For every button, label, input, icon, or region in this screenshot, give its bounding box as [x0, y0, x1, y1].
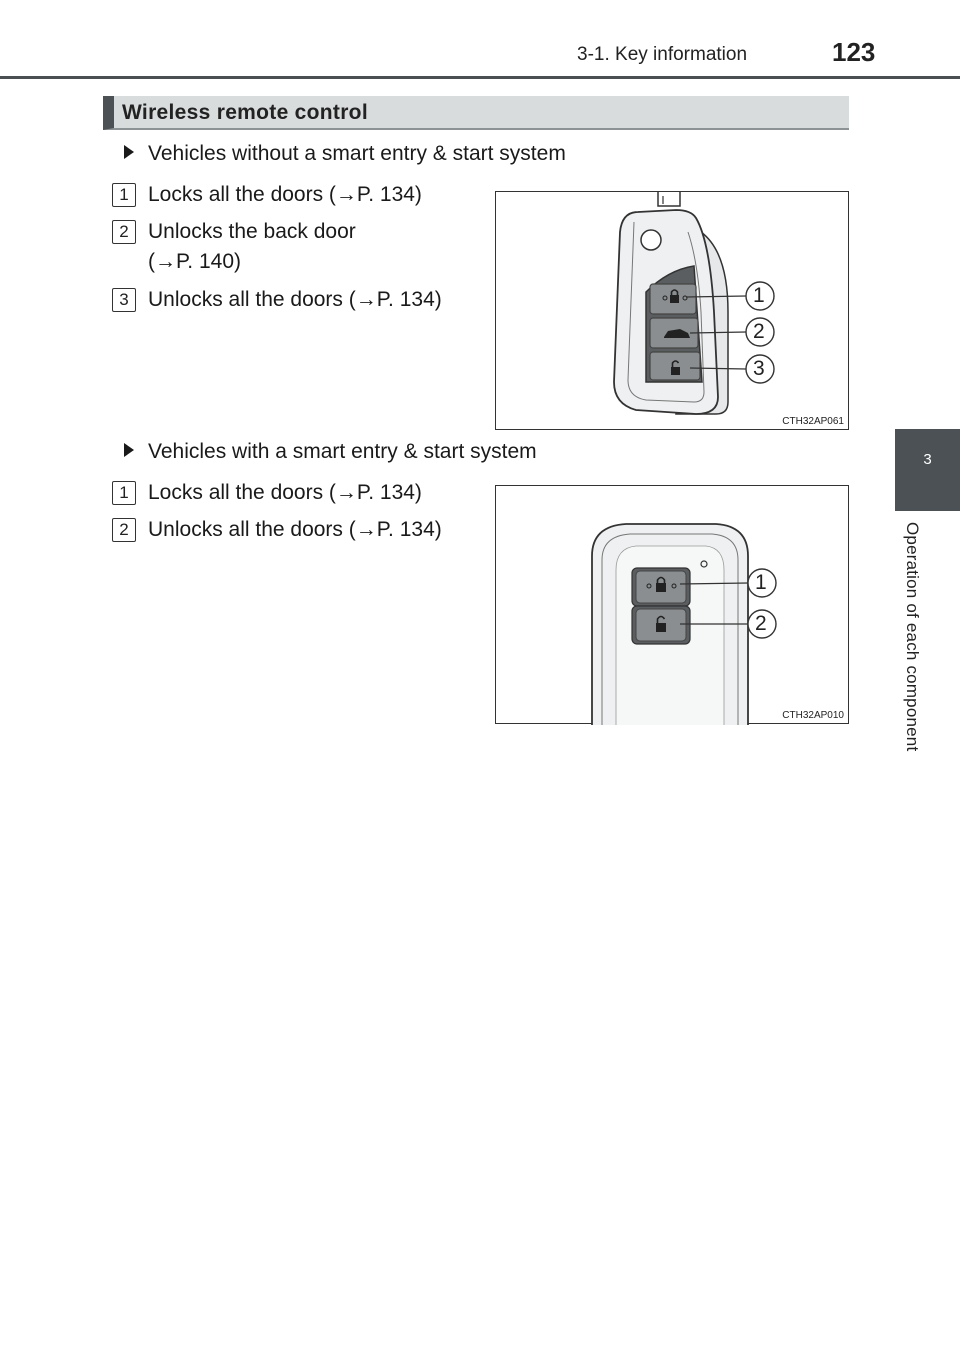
subheading-without-smart-entry — [124, 142, 566, 166]
key-figure-with-smart-entry — [495, 485, 849, 724]
key-figure-without-smart-entry — [495, 191, 849, 430]
callout-number: 2 — [753, 320, 765, 343]
heading-bar — [103, 96, 849, 130]
smart-key-illustration — [496, 486, 850, 725]
subheading-text: Vehicles with a smart entry & start system — [148, 440, 537, 463]
number-badge: 1 — [112, 183, 136, 207]
number-badge: 1 — [112, 481, 136, 505]
callout-number: 1 — [755, 571, 767, 594]
flip-key-illustration — [496, 192, 850, 431]
chapter-tab — [895, 429, 960, 511]
item-text: Locks all the doors (→P. 134) — [148, 481, 422, 504]
number-badge: 2 — [112, 518, 136, 542]
number-badge: 3 — [112, 288, 136, 312]
callout-number: 1 — [753, 284, 765, 307]
unlock-button — [650, 352, 700, 380]
item-text: Unlocks the back door — [148, 220, 356, 243]
item-text: Unlocks all the doors (→P. 134) — [148, 288, 442, 311]
chapter-number: 3 — [923, 451, 932, 468]
section-title: 3-1. Key information — [577, 44, 748, 65]
item-text: Locks all the doors (→P. 134) — [148, 183, 422, 206]
callout-number: 2 — [755, 612, 767, 635]
figure-code: CTH32AP010 — [782, 710, 844, 721]
subheading-with-smart-entry — [124, 440, 537, 464]
header-divider — [0, 76, 960, 79]
callout-number: 3 — [753, 357, 765, 380]
page-heading: Wireless remote control — [122, 101, 368, 124]
subheading-text: Vehicles without a smart entry & start system — [148, 142, 566, 165]
triangle-bullet-icon — [124, 443, 134, 457]
chapter-title: Operation of each component — [903, 522, 922, 752]
number-badge: 2 — [112, 220, 136, 244]
item-text: (→P. 140) — [148, 250, 241, 273]
triangle-bullet-icon — [124, 145, 134, 159]
item-text: Unlocks all the doors (→P. 134) — [148, 518, 442, 541]
page-number: 123 — [832, 37, 876, 67]
figure-code: CTH32AP061 — [782, 416, 844, 427]
